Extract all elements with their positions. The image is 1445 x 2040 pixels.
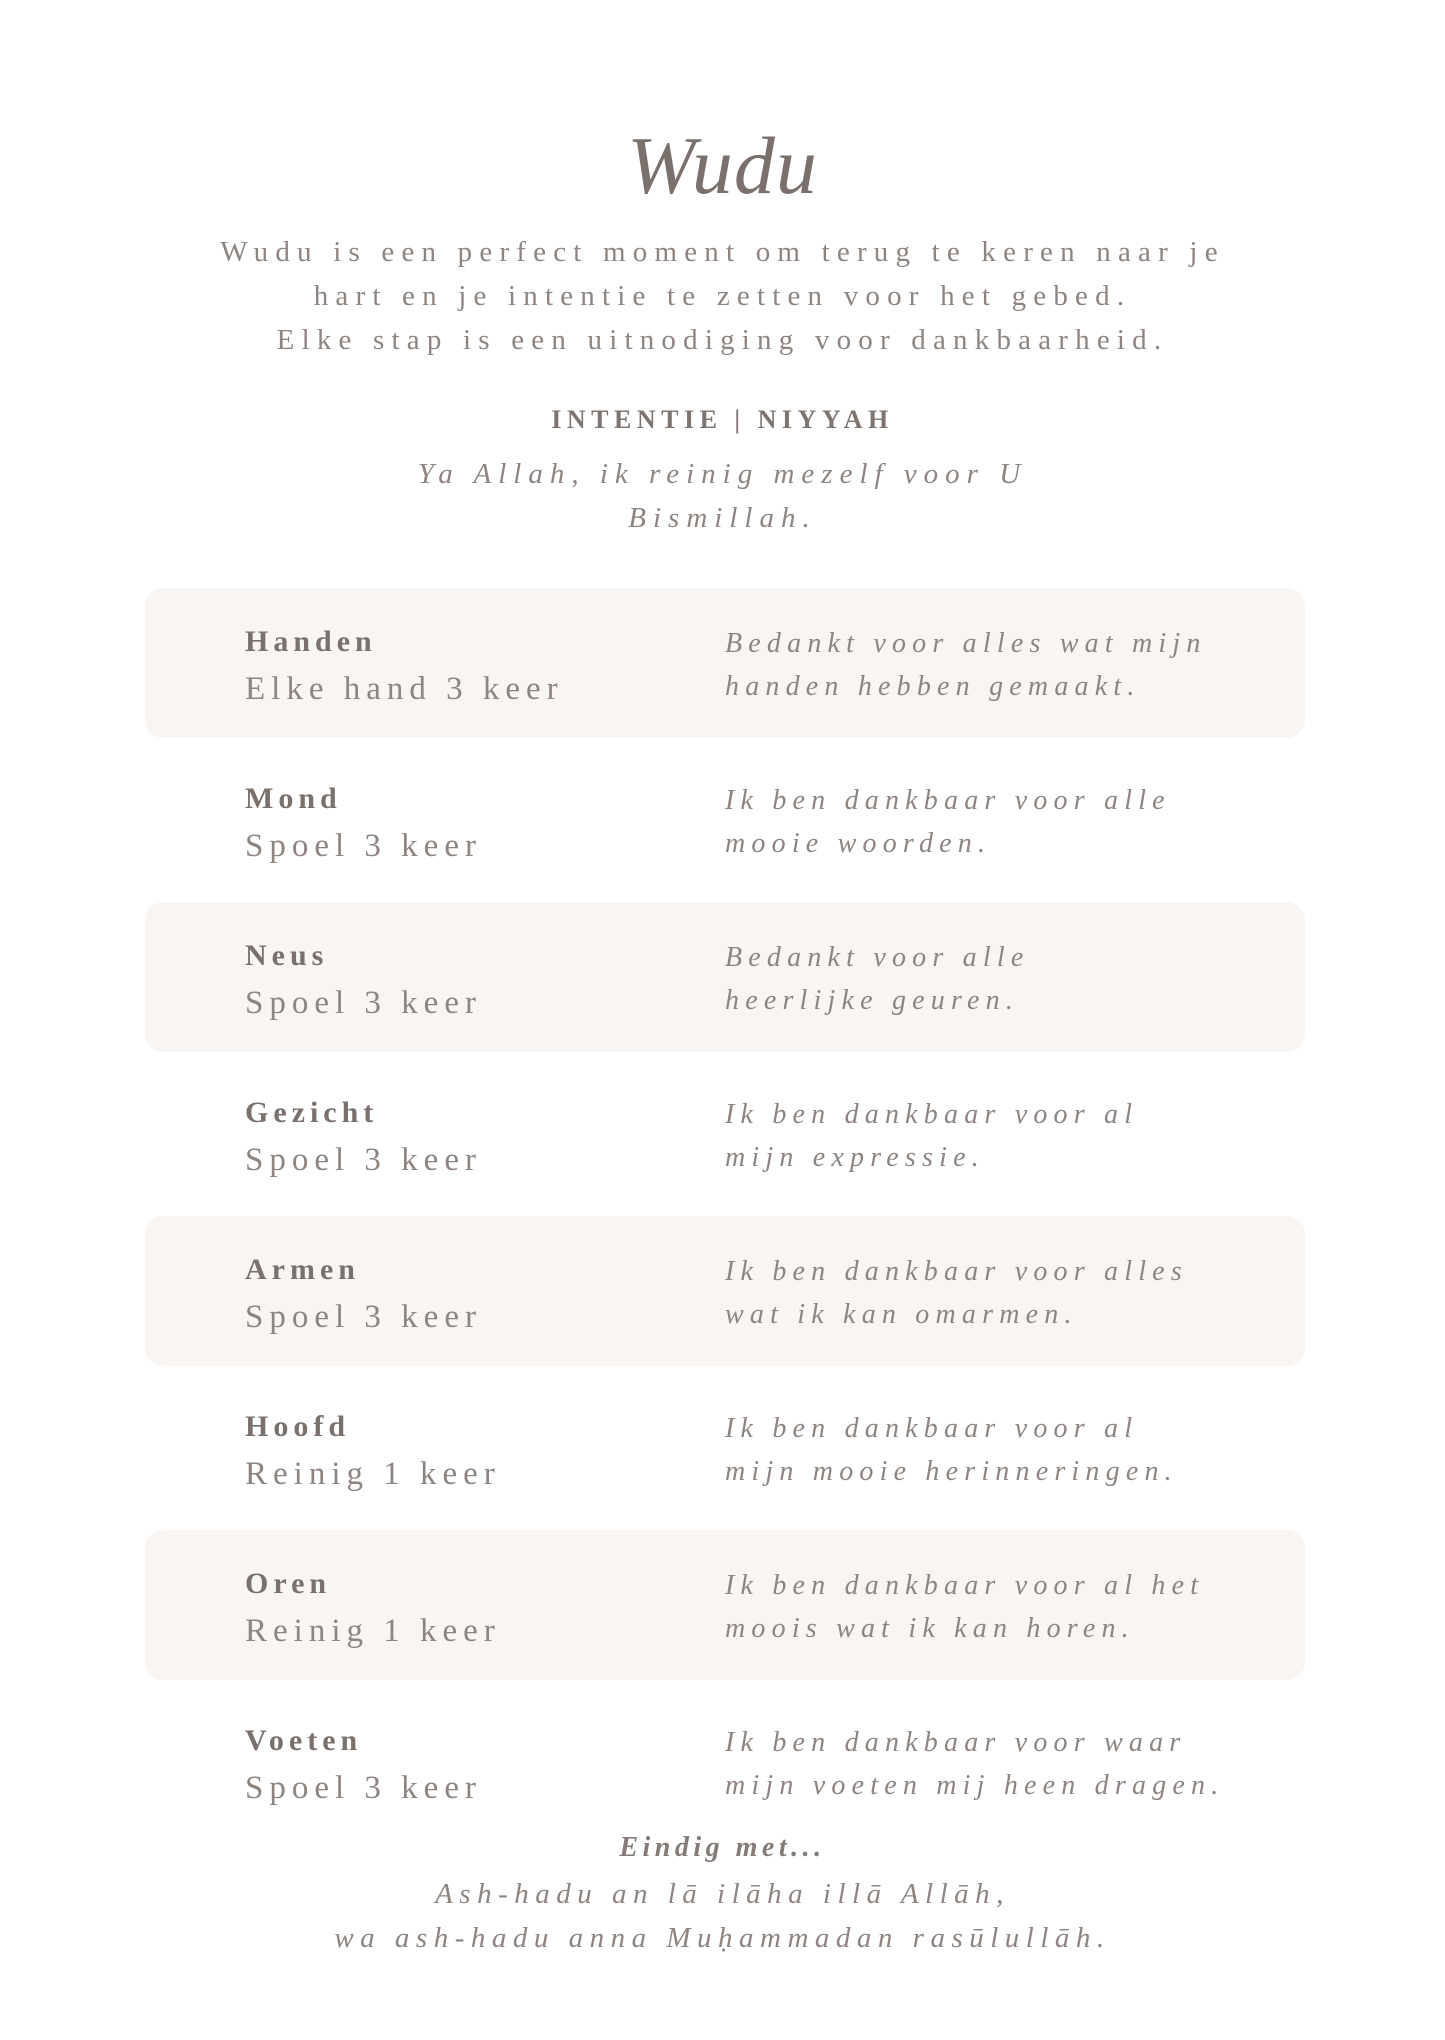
- step-name: Mond: [245, 782, 342, 815]
- intention-line: Ya Allah, ik reinig mezelf voor U: [417, 458, 1028, 490]
- ending-line: Ash-hadu an lā ilāha illā Allāh,: [435, 1878, 1010, 1910]
- gratitude-line: moois wat ik kan horen.: [725, 1613, 1135, 1644]
- gratitude-line: heerlijke geuren.: [725, 985, 1020, 1016]
- page-title: Wudu: [627, 120, 818, 211]
- gratitude-line: Ik ben dankbaar voor waar: [725, 1727, 1187, 1758]
- step-instruction: Elke hand 3 keer: [245, 671, 564, 707]
- intention-line: Bismillah.: [628, 502, 817, 534]
- step-instruction: Spoel 3 keer: [245, 985, 482, 1021]
- step-row-gezicht: [145, 1059, 1305, 1209]
- intro-text: [0, 230, 1445, 362]
- step-name: Gezicht: [245, 1096, 379, 1129]
- gratitude-line: Ik ben dankbaar voor al: [725, 1099, 1139, 1130]
- steps-list: [145, 588, 1305, 1844]
- intro-line: hart en je intentie te zetten voor het gebed.: [313, 280, 1132, 312]
- gratitude-line: Ik ben dankbaar voor alles: [725, 1256, 1188, 1287]
- step-instruction: Spoel 3 keer: [245, 828, 482, 864]
- step-row-oren: [145, 1530, 1305, 1680]
- step-row-mond: [145, 745, 1305, 895]
- ending-heading: Eindig met...: [619, 1832, 826, 1863]
- ending-text: [0, 1872, 1445, 1960]
- step-instruction: Spoel 3 keer: [245, 1770, 482, 1806]
- step-gratitude: [725, 1721, 1285, 1807]
- step-row-armen: [145, 1216, 1305, 1366]
- gratitude-line: Bedankt voor alles wat mijn: [725, 628, 1207, 659]
- gratitude-line: Ik ben dankbaar voor al: [725, 1413, 1139, 1444]
- step-name: Hoofd: [245, 1410, 351, 1443]
- step-name: Armen: [245, 1253, 360, 1286]
- step-gratitude: [725, 1250, 1285, 1336]
- step-gratitude: [725, 1564, 1285, 1650]
- gratitude-line: wat ik kan omarmen.: [725, 1299, 1078, 1330]
- step-instruction: Reinig 1 keer: [245, 1613, 501, 1649]
- step-gratitude: [725, 1093, 1285, 1179]
- intention-heading: INTENTIE | NIYYAH: [551, 405, 894, 434]
- intention-text: [0, 452, 1445, 540]
- step-gratitude: [725, 936, 1285, 1022]
- step-instruction: Spoel 3 keer: [245, 1142, 482, 1178]
- step-gratitude: [725, 1407, 1285, 1493]
- intro-line: Elke stap is een uitnodiging voor dankbaarheid.: [276, 324, 1169, 356]
- intro-line: Wudu is een perfect moment om terug te keren naar je: [220, 236, 1225, 268]
- step-name: Handen: [245, 625, 377, 658]
- step-row-voeten: [145, 1687, 1305, 1837]
- step-instruction: Spoel 3 keer: [245, 1299, 482, 1335]
- step-gratitude: [725, 622, 1285, 708]
- step-instruction: Reinig 1 keer: [245, 1456, 501, 1492]
- ending-line: wa ash-hadu anna Muḥammadan rasūlullāh.: [334, 1922, 1111, 1954]
- step-row-handen: [145, 588, 1305, 738]
- gratitude-line: Bedankt voor alle: [725, 942, 1030, 973]
- gratitude-line: mijn mooie herinneringen.: [725, 1456, 1178, 1487]
- gratitude-line: mijn expressie.: [725, 1142, 985, 1173]
- step-row-neus: [145, 902, 1305, 1052]
- step-name: Neus: [245, 939, 329, 972]
- gratitude-line: Ik ben dankbaar voor al het: [725, 1570, 1205, 1601]
- gratitude-line: mijn voeten mij heen dragen.: [725, 1770, 1225, 1801]
- step-row-hoofd: [145, 1373, 1305, 1523]
- gratitude-line: handen hebben gemaakt.: [725, 671, 1141, 702]
- step-gratitude: [725, 779, 1285, 865]
- step-name: Voeten: [245, 1724, 363, 1757]
- step-name: Oren: [245, 1567, 332, 1600]
- gratitude-line: Ik ben dankbaar voor alle: [725, 785, 1171, 816]
- gratitude-line: mooie woorden.: [725, 828, 992, 859]
